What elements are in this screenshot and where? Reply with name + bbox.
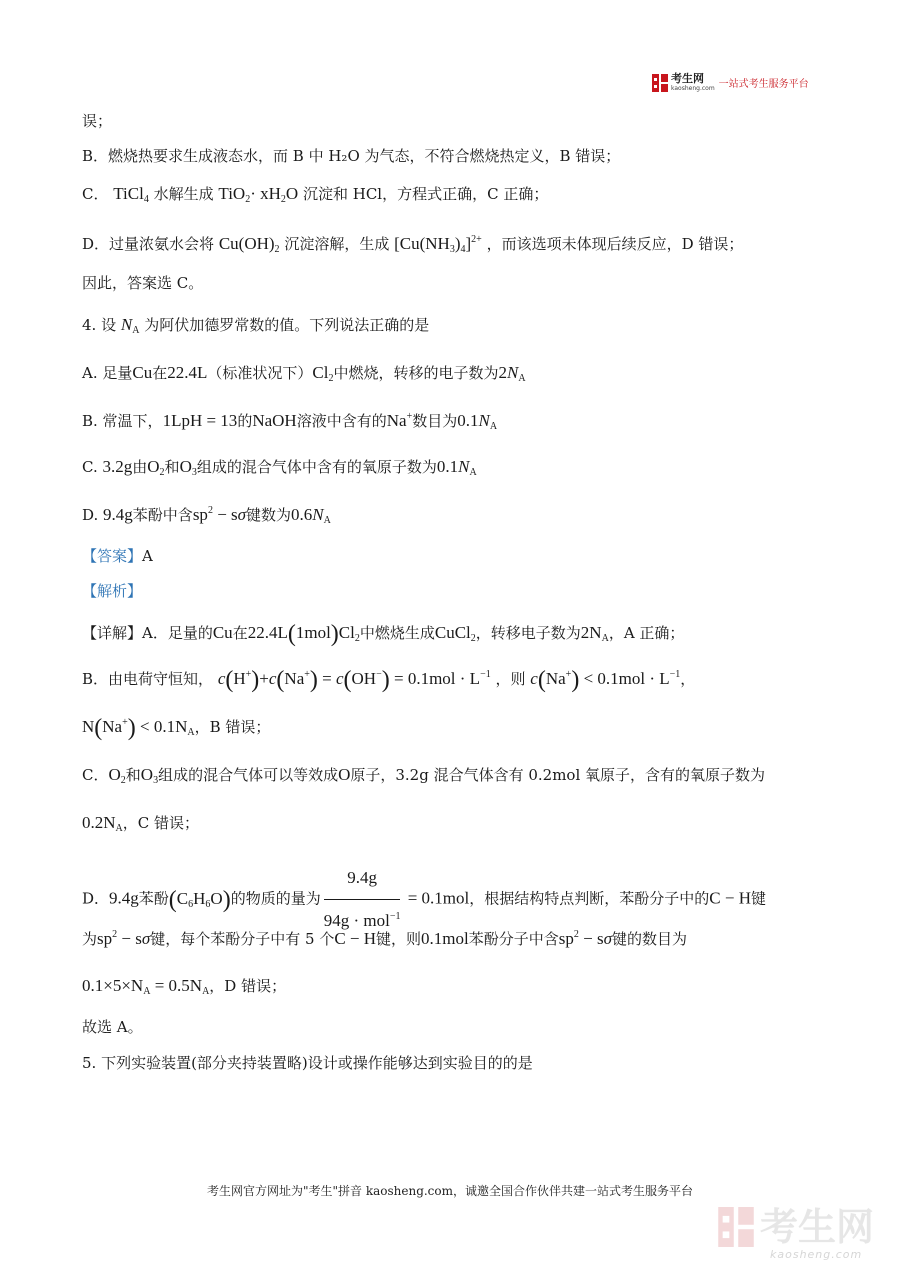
text-line: D．过量浓氨水会将 $Cu(OH)_2$ 沉淀溶解，生成 $[Cu(NH_3)_4]^{2+}$ ，而该选项未体现后续反应，D 错误； [82, 234, 744, 255]
text-line: 因此，答案选 C。 [82, 274, 204, 292]
analysis-label: 【解析】 [82, 582, 143, 600]
fraction: $\frac{9.4g}{94g \cdot mol^{-1}}$ [324, 858, 401, 941]
question-4-option-d: D. 9.4g苯酚中含$sp^2 - s\sigma$键数为$0.6N_A$ [82, 505, 331, 526]
question-4-option-c: C. 3.2g由$O_2$和$O_3$组成的混合气体中含有的氧原子数为$0.1N_A$ [82, 457, 477, 478]
detail-b-line2: $N(Na^+) < 0.1N_A$，B 错误； [82, 715, 271, 741]
detail-d-line1: D．9.4g苯酚$(C_6H_6O)$的物质的量为 $\frac{9.4g}{94g \cdot mol^{-1}}$ = 0.1mol，根据结构特点判断，苯酚分子中的C − H键 [82, 858, 766, 941]
watermark-logo-icon [718, 1207, 754, 1247]
answer-label: 【答案】 [82, 547, 143, 565]
watermark [718, 1207, 874, 1247]
header-logo[interactable] [652, 73, 809, 92]
detail-d-line2: 为$sp^2 - s\sigma$键，每个苯酚分子中有 5 个C − H键，则0.1mol苯酚分子中含$sp^2 - s\sigma$键的数目为 [82, 929, 687, 948]
text-line: B．燃烧热要求生成液态水，而 B 中 H₂O 为气态，不符合燃烧热定义，B 错误； [82, 147, 621, 165]
logo-slogan: 一站式考生服务平台 [718, 79, 809, 90]
question-4-option-b: B. 常温下，1LpH = 13的NaOH溶液中含有的Na+数目为$0.1N_A$ [82, 411, 498, 432]
logo-name: 考生网 [671, 72, 704, 85]
detail-b-line1: B．由电荷守恒知， $c(H^+)+c(Na^+) = c(OH^-) = 0.1mol \cdot L^{-1}$ ，则 $c(Na^+) < 0.1mol \cdot L^{-1}$， [82, 667, 696, 693]
detail-c-line2: $0.2N_A$，C 错误； [82, 813, 200, 834]
text-line: 误； [82, 112, 113, 130]
detail-d-line3: $0.1\times 5\times N_A = 0.5N_A$，D 错误； [82, 976, 287, 997]
answer-value: A [142, 547, 153, 565]
answer-line [82, 545, 153, 567]
watermark-url: kaosheng.com [770, 1248, 863, 1261]
conclusion-line: 故选 A。 [82, 1018, 143, 1036]
detail-c-line1: C．$O_2$和$O_3$组成的混合气体可以等效成O原子，3.2g 混合气体含有 0.2mol 氧原子，含有的氧原子数为 [82, 765, 766, 786]
watermark-name: 考生网 [760, 1205, 875, 1249]
detail-a: 【详解】A．足量的Cu在$22.4L(1mol)Cl_2$中燃烧生成CuCl$_2$，转移电子数为$2N_A$，A 正确； [82, 621, 685, 647]
text-line: C． TiCl$_4$ 水解生成 $TiO_2\cdot xH_2O$ 沉淀和 HCl，方程式正确，C 正确； [82, 184, 549, 205]
question-5-stem: 5. 下列实验装置(部分夹持装置略)设计或操作能够达到实验目的的是 [82, 1054, 533, 1072]
kaosheng-logo-icon [652, 74, 668, 92]
footer-text: 考生网官方网址为"考生"拼音 kaosheng.com，诚邀全国合作伙伴共建一站式考生服务平台 [206, 1184, 694, 1198]
question-4-stem: 4. 设 $N_A$ 为阿伏加德罗常数的值。下列说法正确的是 [82, 315, 430, 336]
logo-url: kaosheng.com [671, 85, 715, 92]
question-4-option-a: A. 足量Cu在22.4L（标准状况下）$Cl_2$中燃烧，转移的电子数为$2N_A$ [82, 363, 526, 384]
